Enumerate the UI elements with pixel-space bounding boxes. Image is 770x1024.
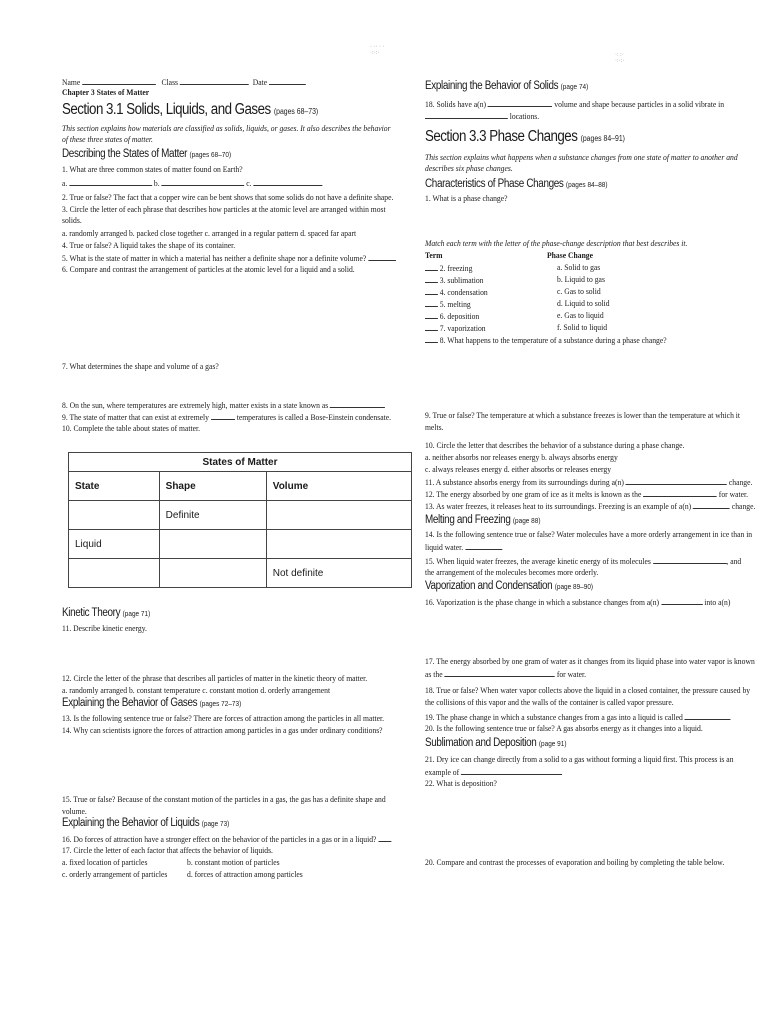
table-header-volume: Volume <box>266 472 411 501</box>
solids-heading: Explaining the Behavior of Solids (page 74) <box>425 80 589 92</box>
question-13: 13. Is the following sentence true or false? There are forces of attraction among the particles in all matter. <box>62 714 385 723</box>
match-blank[interactable] <box>425 299 438 307</box>
phase-option: e. Gas to liquid <box>557 311 604 320</box>
question-14-line-1: 14. Is the following sentence true or false? Water molecules have a more orderly arrangement in ice than in <box>425 530 753 539</box>
question-17-option-d[interactable]: d. forces of attraction among particles <box>187 870 303 879</box>
question-17-option-b[interactable]: b. constant motion of particles <box>187 858 280 867</box>
term-column-header: Term <box>425 251 443 260</box>
table-cell[interactable] <box>266 501 411 530</box>
question-2: 2. True or false? The fact that a copper wire can be bent shows that some solids do not have a definite shape. <box>62 193 394 202</box>
table-cell[interactable] <box>69 559 160 588</box>
liquids-heading: Explaining the Behavior of Liquids (page 73) <box>62 817 230 829</box>
intro-line-1: This section explains how materials are classified as solids, liquids, or gases. It also describes the behavior <box>62 124 391 133</box>
question-11: 11. Describe kinetic energy. <box>62 624 147 633</box>
question-21-line-1: 21. Dry ice can change directly from a solid to a gas without forming a liquid first. This process is an <box>425 755 734 764</box>
matching-instructions: Match each term with the letter of the phase-change description that best describes it. <box>425 239 688 248</box>
question-12: 12. The energy absorbed by one gram of ice as it melts is known as the for water. <box>425 490 749 499</box>
blank-18a[interactable] <box>488 99 552 107</box>
table-header-state: State <box>69 472 160 501</box>
question-18-line-2: the collisions of this vapor and the walls of the container is called vapor pressure. <box>425 698 674 707</box>
sublimation-heading: Sublimation and Deposition (page 91) <box>425 737 567 749</box>
intro-line-2: of these three states of matter. <box>62 135 153 144</box>
table-cell[interactable] <box>159 559 266 588</box>
scan-smudge-left: · ·· · · ·:·:· <box>370 44 385 56</box>
question-12: 12. Circle the letter of the phrase that describes all particles of matter in the kinetic theory of matter. <box>62 674 368 683</box>
question-17-line-2: as the for water. <box>425 670 587 679</box>
gases-heading: Explaining the Behavior of Gases (pages 72–73) <box>62 697 242 709</box>
blank-1b[interactable] <box>162 178 245 186</box>
table-cell[interactable] <box>159 530 266 559</box>
question-10-options-ab[interactable]: a. neither absorbs nor releases energy b. always absorbs energy <box>425 453 618 462</box>
term-row: 4. condensation <box>425 287 488 298</box>
date-blank[interactable] <box>269 77 306 85</box>
question-20: 20. Is the following sentence true or false? A gas absorbs energy as it changes into a liquid. <box>425 724 703 733</box>
question-7: 7. What determines the shape and volume of a gas? <box>62 362 219 371</box>
question-5: 5. What is the state of matter in which a material has neither a definite shape nor a definite volume? <box>62 253 396 264</box>
question-12-options[interactable]: a. randomly arranged b. constant temperature c. constant motion d. orderly arrangement <box>62 686 331 695</box>
question-15-line-2: volume. <box>62 807 87 816</box>
question-15-line-2: the arrangement of the molecules becomes more orderly. <box>425 568 599 577</box>
question-9-line-2: melts. <box>425 423 444 432</box>
name-label: Name <box>62 78 81 87</box>
question-17-line-1: 17. The energy absorbed by one gram of water as it changes from its liquid phase into water vapor is known <box>425 657 755 666</box>
table-cell[interactable]: Liquid <box>69 530 160 559</box>
question-17-option-a[interactable]: a. fixed location of particles <box>62 858 148 867</box>
blank-1c[interactable] <box>254 178 323 186</box>
vaporization-heading: Vaporization and Condensation (page 89–90) <box>425 580 594 592</box>
table-cell[interactable]: Not definite <box>266 559 411 588</box>
table-title: States of Matter <box>69 453 412 472</box>
name-line <box>62 77 306 88</box>
phase-option: f. Solid to liquid <box>557 323 608 332</box>
question-18-line-1: 18. True or false? When water vapor collects above the liquid in a closed container, the pressure caused by <box>425 686 751 695</box>
blank-12[interactable] <box>643 489 717 497</box>
question-8: 8. On the sun, where temperatures are extremely high, matter exists in a state known as <box>62 400 385 411</box>
question-3-line-2: solids. <box>62 216 82 225</box>
phase-option: c. Gas to solid <box>557 287 601 296</box>
describing-heading: Describing the States of Matter (pages 68–70) <box>62 148 232 160</box>
question-8: 8. What happens to the temperature of a substance during a phase change? <box>425 335 667 346</box>
section-3-3-heading: Section 3.3 Phase Changes (pages 84–91) <box>425 128 625 145</box>
blank-8[interactable] <box>330 400 385 408</box>
question-17-option-c[interactable]: c. orderly arrangement of particles <box>62 870 168 879</box>
question-10-options-cd[interactable]: c. always releases energy d. either absorbs or releases energy <box>425 465 612 474</box>
question-3-options[interactable]: a. randomly arranged b. packed close together c. arranged in a regular pattern d. spaced far apart <box>62 229 357 238</box>
question-15: 15. When liquid water freezes, the average kinetic energy of its molecules , and <box>425 557 742 566</box>
table-cell[interactable] <box>266 530 411 559</box>
blank-17[interactable] <box>445 669 555 677</box>
term-row: 6. deposition <box>425 311 479 322</box>
melting-freezing-heading: Melting and Freezing (page 88) <box>425 514 541 526</box>
match-blank[interactable] <box>425 263 438 271</box>
question-22: 22. What is deposition? <box>425 779 497 788</box>
term-row: 2. freezing <box>425 263 472 274</box>
table-cell[interactable]: Definite <box>159 501 266 530</box>
class-blank[interactable] <box>180 77 249 85</box>
blank-15[interactable] <box>653 556 727 564</box>
name-blank[interactable] <box>82 77 156 85</box>
table-header-shape: Shape <box>159 472 266 501</box>
blank-5[interactable] <box>368 253 396 261</box>
table-cell[interactable] <box>69 501 160 530</box>
question-10: 10. Circle the letter that describes the behavior of a substance during a phase change. <box>425 441 685 450</box>
question-11: 11. A substance absorbs energy from its surroundings during a(n) change. <box>425 478 753 487</box>
question-16: 16. Vaporization is the phase change in which a substance changes from a(n) into a(n) <box>425 598 731 607</box>
phase-option: b. Liquid to gas <box>557 275 605 284</box>
question-21-line-2: example of <box>425 767 562 778</box>
blank-19[interactable] <box>685 712 731 720</box>
phase-option: d. Liquid to solid <box>557 299 610 308</box>
term-row: 7. vaporization <box>425 323 486 334</box>
term-row: 3. sublimation <box>425 275 483 286</box>
question-19: 19. The phase change in which a substance changes from a gas into a liquid is called <box>425 712 731 723</box>
question-4: 4. True or false? A liquid takes the shape of its container. <box>62 241 236 250</box>
question-1: 1. What is a phase change? <box>425 194 508 203</box>
blank-11[interactable] <box>626 477 727 485</box>
blank-13[interactable] <box>693 501 730 509</box>
characteristics-heading: Characteristics of Phase Changes (pages 84–88) <box>425 178 608 190</box>
phase-column-header: Phase Change <box>547 251 594 260</box>
question-6: 6. Compare and contrast the arrangement of particles at the atomic level for a liquid and a solid. <box>62 265 355 274</box>
question-9-line-1: 9. True or false? The temperature at which a substance freezes is lower than the temperature at which it <box>425 411 741 420</box>
blank-8[interactable] <box>425 335 438 343</box>
blank-9[interactable] <box>211 412 235 420</box>
scan-smudge-right: ·: :· ·:·:· <box>615 52 625 64</box>
question-3-line-1: 3. Circle the letter of each phrase that describes how particles at the atomic level are arranged within most <box>62 205 386 214</box>
question-1: 1. What are three common states of matter found on Earth? <box>62 165 243 174</box>
blank-21[interactable] <box>461 767 562 775</box>
blank-16a[interactable] <box>661 597 702 605</box>
intro-line-2: describes six phase changes. <box>425 164 513 173</box>
kinetic-theory-heading: Kinetic Theory (page 71) <box>62 607 151 619</box>
class-label: Class <box>161 78 179 87</box>
question-1-blanks: a. b. c. <box>62 178 323 189</box>
question-18-line-2: locations. <box>425 111 539 122</box>
chapter-title: Chapter 3 States of Matter <box>62 88 150 97</box>
match-blank[interactable] <box>425 323 438 331</box>
match-blank[interactable] <box>425 275 438 283</box>
section-3-1-heading: Section 3.1 Solids, Liquids, and Gases (pages 68–73) <box>62 101 319 118</box>
question-14-line-2: liquid water. <box>425 542 502 553</box>
question-16: 16. Do forces of attraction have a stronger effect on the behavior of the particles in a gas or in a liquid? <box>62 834 391 845</box>
blank-14[interactable] <box>465 542 502 550</box>
question-13: 13. As water freezes, it releases heat to its surroundings. Freezing is an example of a(n) change. <box>425 502 756 511</box>
question-15-line-1: 15. True or false? Because of the constant motion of the particles in a gas, the gas has a definite shape and <box>62 795 386 804</box>
match-blank[interactable] <box>425 311 438 319</box>
match-blank[interactable] <box>425 287 438 295</box>
blank-1a[interactable] <box>69 178 152 186</box>
question-20-evaporation-boiling: 20. Compare and contrast the processes of evaporation and boiling by completing the table below. <box>425 858 725 867</box>
blank-16[interactable] <box>378 834 391 842</box>
blank-18b[interactable] <box>425 111 508 119</box>
states-of-matter-table <box>68 452 412 588</box>
question-14: 14. Why can scientists ignore the forces of attraction among particles in a gas under ordinary conditions? <box>62 726 383 735</box>
question-10: 10. Complete the table about states of matter. <box>62 424 200 433</box>
date-label: Date <box>252 78 268 87</box>
intro-line-1: This section explains what happens when a substance changes from one state of matter to another and <box>425 153 738 162</box>
phase-option: a. Solid to gas <box>557 263 601 272</box>
question-18: 18. Solids have a(n) volume and shape because particles in a solid vibrate in <box>425 100 725 109</box>
term-row: 5. melting <box>425 299 471 310</box>
question-17: 17. Circle the letter of each factor that affects the behavior of liquids. <box>62 846 273 855</box>
question-9: 9. The state of matter that can exist at extremely temperatures is called a Bose-Einstein condensate. <box>62 413 392 422</box>
